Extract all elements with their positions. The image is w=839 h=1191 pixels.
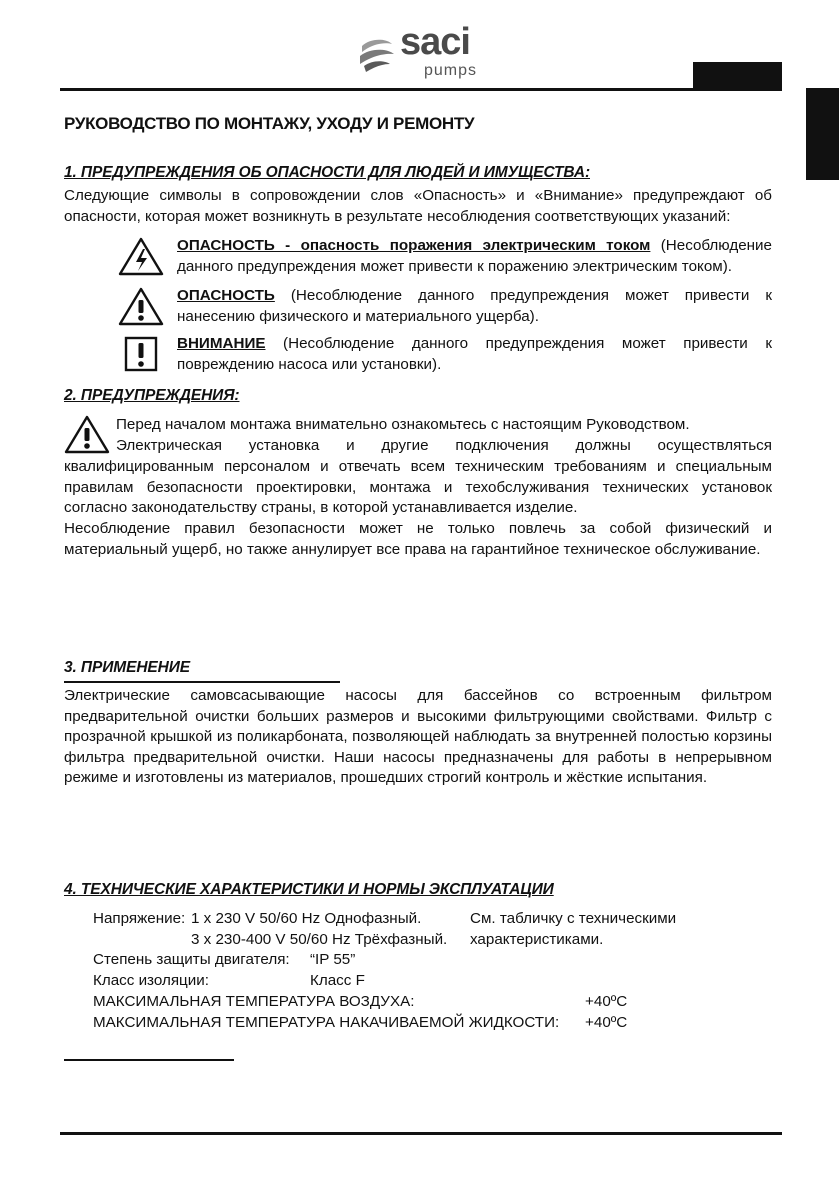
logo-brand: saci [400, 21, 470, 63]
protection-label: Степень защиты двигателя: [93, 951, 290, 968]
logo-swoosh-icon [356, 34, 396, 74]
warning-attention [118, 334, 772, 378]
max-liquid-temp-value: +40ºC [585, 1014, 628, 1031]
footer-rule [60, 1132, 782, 1135]
header-language-box [693, 62, 782, 91]
max-air-temp-value: +40ºC [585, 993, 628, 1010]
see-plate-line-2: характеристиками. [470, 931, 604, 948]
attention-icon [118, 334, 164, 374]
section-3-paragraph: Электрические самовсасывающие насосы для бассейнов со встроенным фильтром предварительной очистки больших размеров и высокими фильтрующими свойствами. Фильтр с прозрачной крышкой из поликарбоната, позволяющей наблюдать за внутренней полостью корзины фильтра предварительной очистки. Наши насосы предназначены для работы в непрерывном режиме и изготовлены из материалов, прошедших строгий контроль и жёсткие испытания. [64, 687, 772, 786]
section-2-heading: 2. ПРЕДУПРЕЖДЕНИЯ: [64, 387, 240, 404]
max-liquid-temp-label: МАКСИМАЛЬНАЯ ТЕМПЕРАТУРА НАКАЧИВАЕМОЙ ЖИДКОСТИ: [93, 1014, 560, 1031]
warning-attention-label: ВНИМАНИЕ [177, 335, 266, 352]
insulation-label: Класс изоляции: [93, 972, 209, 989]
header-rule [60, 88, 782, 91]
section-3-heading: 3. ПРИМЕНЕНИЕ [64, 659, 191, 676]
saci-pumps-logo [356, 21, 486, 86]
warning-danger-text: (Несоблюдение данного предупреждения может привести к нанесению физического и материального ущерба). [177, 287, 772, 325]
voltage-three-phase: 3 x 230-400 V 50/60 Hz Трёхфазный. [191, 931, 448, 948]
section-4-heading: 4. ТЕХНИЧЕСКИЕ ХАРАКТЕРИСТИКИ И НОРМЫ ЭКСПЛУАТАЦИИ [64, 881, 554, 898]
warning-attention-text: (Несоблюдение данного предупреждения может привести к повреждению насоса или установки). [177, 335, 772, 373]
protection-value: “IP 55” [310, 951, 356, 968]
max-air-temp-label: МАКСИМАЛЬНАЯ ТЕМПЕРАТУРА ВОЗДУХА: [93, 993, 415, 1010]
section-2-line-2: Электрическая установка и другие подключения должны осуществляться [116, 437, 772, 454]
section-1-intro: Следующие символы в сопровождении слов «Опасность» и «Внимание» предупреждают об опасности, которая может возникнуть в результате несоблюдения соответствующих указаний: [64, 187, 772, 225]
section-2-paragraph-2: Несоблюдение правил безопасности может не только повлечь за собой физический и материальный ущерб, но также аннулирует все права на гарантийное техническое обслуживание. [64, 520, 772, 558]
side-thumb-tab [806, 88, 839, 180]
insulation-value: Класс F [310, 972, 365, 989]
warning-danger-label: ОПАСНОСТЬ [177, 287, 275, 304]
logo-subtitle: pumps [424, 62, 478, 79]
voltage-label: Напряжение: [93, 910, 186, 927]
general-danger-icon [118, 286, 164, 326]
section-2-paragraph: квалифицированным персоналом и отвечать всем техническим требованиям и специальным правилам безопасности проектировки, монтажа и техобслуживания технических установок согласно законодательству страны, в которой устанавливается изделие. [64, 458, 772, 516]
footnote-rule [64, 1059, 234, 1061]
section-1-heading: 1. ПРЕДУПРЕЖДЕНИЯ ОБ ОПАСНОСТИ ДЛЯ ЛЮДЕЙ И ИМУЩЕСТВА: [64, 164, 590, 181]
danger-icon [64, 414, 110, 454]
see-plate-line-1: См. табличку с техническими [470, 910, 677, 927]
voltage-single-phase: 1 x 230 V 50/60 Hz Однофазный. [191, 910, 422, 927]
electric-hazard-icon [118, 236, 164, 276]
warning-danger [118, 286, 772, 330]
warning-electric-label: ОПАСНОСТЬ - опасность поражения электрическим током [177, 237, 651, 254]
section-3-rule [64, 681, 340, 683]
section-2-line-1: Перед началом монтажа внимательно ознакомьтесь с настоящим Руководством. [116, 416, 690, 433]
warning-electric [118, 236, 772, 280]
document-title: РУКОВОДСТВО ПО МОНТАЖУ, УХОДУ И РЕМОНТУ [64, 114, 475, 133]
warning-electric-text: (Несоблюдение данного предупреждения может привести к поражению электрическим током). [177, 237, 772, 275]
